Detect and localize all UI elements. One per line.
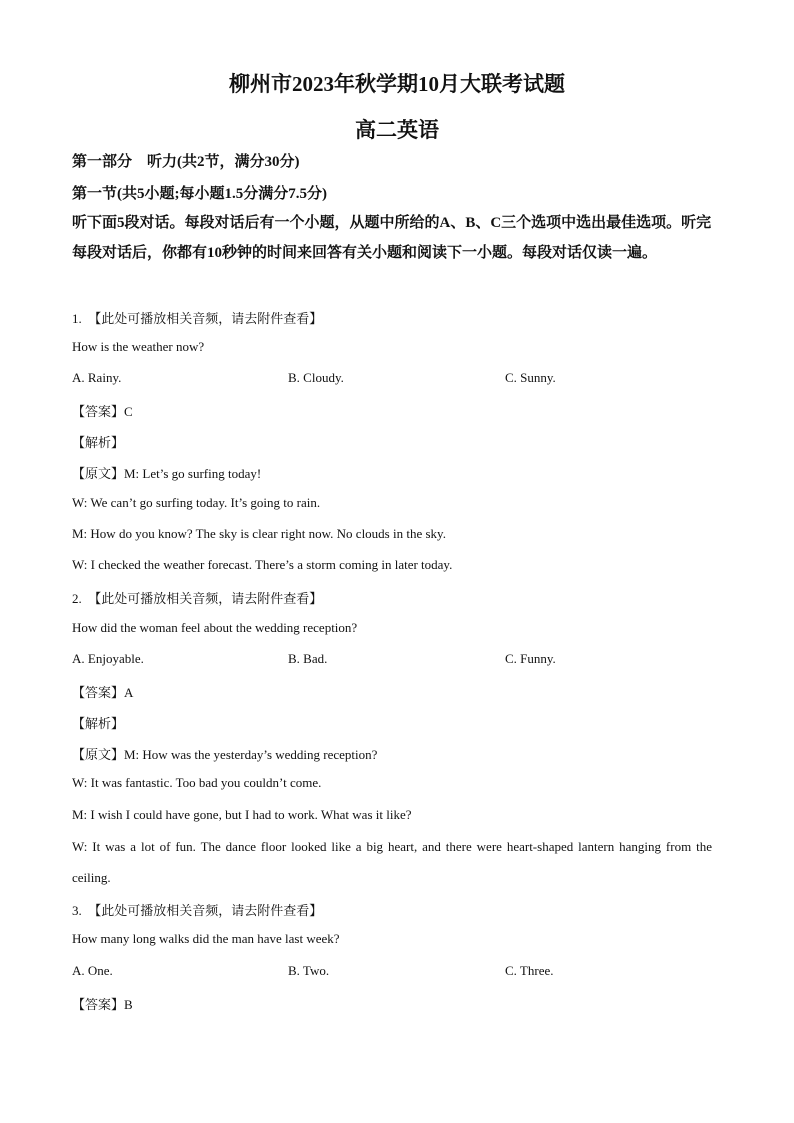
question-2-transcript-line: W: It was a lot of fun. The dance floor looked like a big heart, and there were heart-shaped lantern hanging from the ceiling. [72, 839, 712, 885]
question-3-option-c: C. Three. [505, 963, 554, 978]
question-2-option-b: B. Bad. [288, 651, 328, 666]
section-instruction: 听下面5段对话。每段对话后有一个小题，从题中所给的A、B、C三个选项中选出最佳选项。听完每段对话后，你都有10秒钟的时间来回答有关小题和阅读下一小题。每段对话仅读一遍。 [72, 215, 712, 261]
question-1-transcript-line: M: How do you know? The sky is clear right now. No clouds in the sky. [72, 526, 446, 541]
question-2-answer: 【答案】A [72, 685, 134, 700]
question-1-transcript-line: W: I checked the weather forecast. There’s a storm coming in later today. [72, 557, 453, 572]
question-1-transcript-line: 【原文】M: Let’s go surfing today! [72, 466, 262, 481]
section-part-heading: 第一部分 听力(共2节，满分30分) [72, 154, 300, 170]
question-3-answer: 【答案】B [72, 997, 133, 1012]
question-1-number: 1. 【此处可播放相关音频，请去附件查看】 [72, 311, 323, 326]
page-subtitle: 高二英语 [355, 118, 439, 142]
question-1-option-b: B. Cloudy. [288, 370, 344, 385]
question-1-transcript-line: W: We can’t go surfing today. It’s going to rain. [72, 495, 321, 510]
question-2-analysis: 【解析】 [72, 716, 125, 731]
question-2-option-a: A. Enjoyable. [72, 651, 144, 666]
question-2-number: 2. 【此处可播放相关音频，请去附件查看】 [72, 591, 323, 606]
section-sub-heading: 第一节(共5小题;每小题1.5分满分7.5分) [72, 186, 327, 202]
question-2-transcript-line: W: It was fantastic. Too bad you couldn’t come. [72, 775, 322, 790]
question-2-option-c: C. Funny. [505, 651, 556, 666]
question-1-text: How is the weather now? [72, 339, 205, 354]
question-3-text: How many long walks did the man have last week? [72, 931, 340, 946]
question-1-option-a: A. Rainy. [72, 370, 122, 385]
question-1-option-c: C. Sunny. [505, 370, 556, 385]
page-title: 柳州市2023年秋学期10月大联考试题 [229, 72, 565, 96]
question-1-answer: 【答案】C [72, 404, 133, 419]
question-2-transcript-line: 【原文】M: How was the yesterday’s wedding reception? [72, 747, 378, 762]
question-3-option-a: A. One. [72, 963, 113, 978]
question-2-transcript-line: M: I wish I could have gone, but I had to work. What was it like? [72, 807, 412, 822]
question-3-option-b: B. Two. [288, 963, 330, 978]
question-2-text: How did the woman feel about the wedding reception? [72, 620, 358, 635]
question-3-number: 3. 【此处可播放相关音频，请去附件查看】 [72, 903, 323, 918]
question-1-analysis: 【解析】 [72, 435, 125, 450]
